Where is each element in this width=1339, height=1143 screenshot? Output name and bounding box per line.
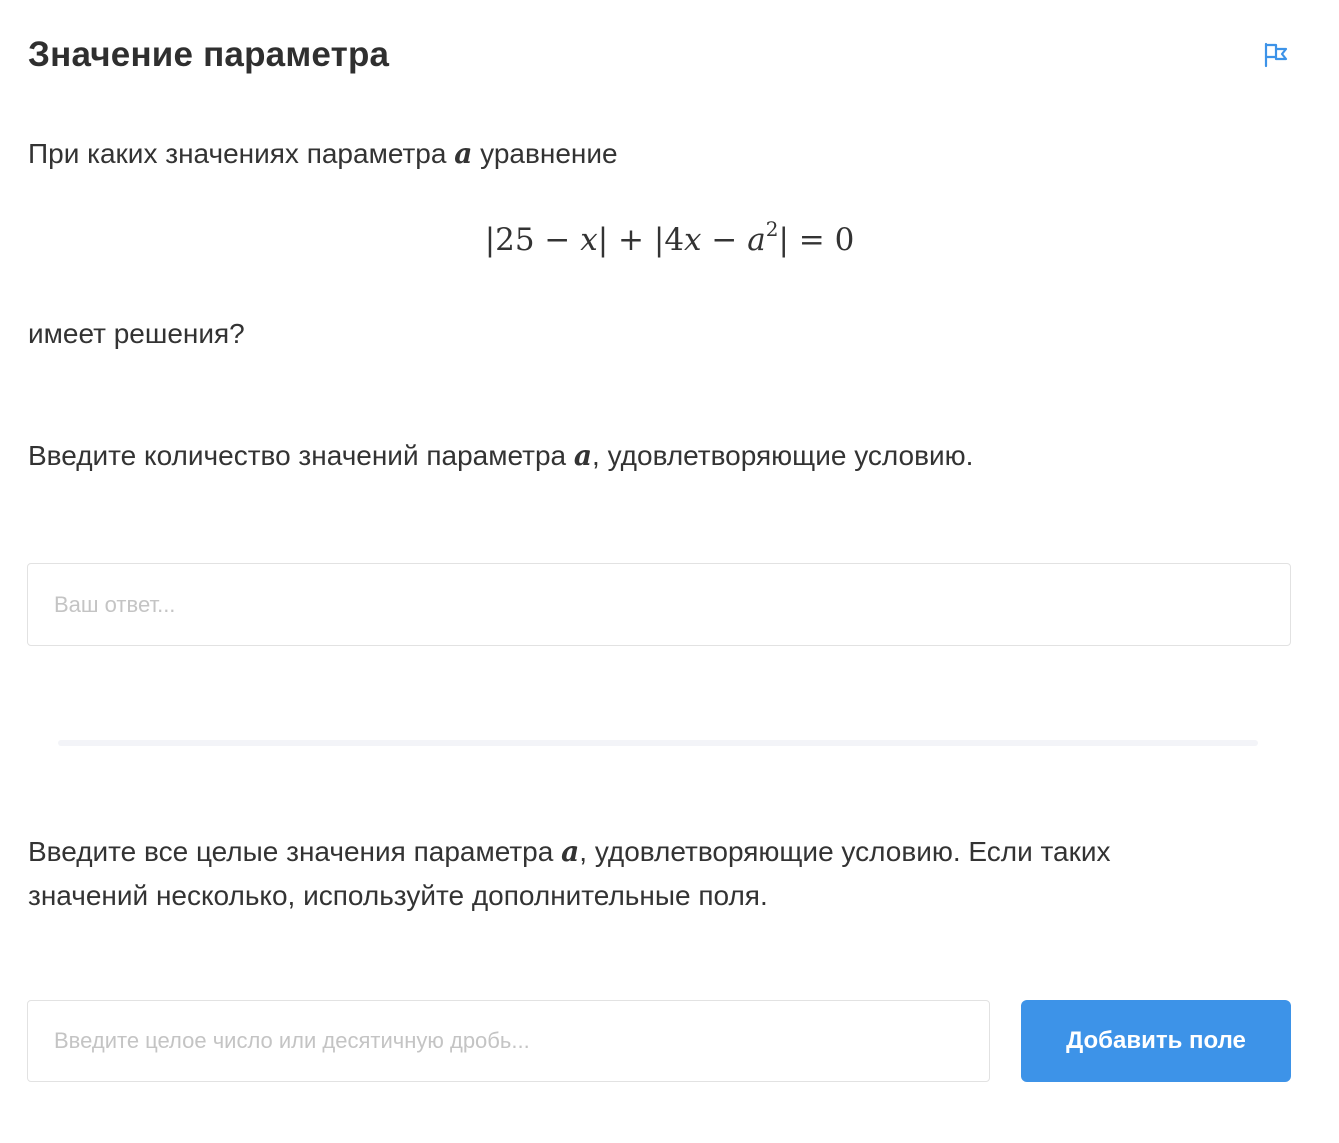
values-prompt-text: Введите все целые значения параметра bbox=[28, 836, 562, 867]
question-intro-text-end: уравнение bbox=[472, 138, 618, 169]
flag-icon bbox=[1263, 42, 1289, 68]
equation-part: | = 0 bbox=[778, 222, 855, 258]
value-answer-input[interactable] bbox=[27, 1000, 990, 1082]
equation-var-a: a bbox=[747, 222, 766, 258]
equation-exponent: 2 bbox=[765, 217, 779, 241]
equation-part: − bbox=[701, 222, 748, 258]
report-flag-button[interactable] bbox=[1261, 40, 1291, 70]
parameter-variable: a bbox=[454, 137, 473, 170]
count-prompt-text-end: , удовлетворяющие условию. bbox=[592, 440, 974, 471]
task-header bbox=[28, 30, 1291, 80]
values-prompt bbox=[28, 830, 1228, 918]
count-answer-input[interactable] bbox=[27, 563, 1291, 646]
equation-part: |25 − bbox=[484, 222, 581, 258]
count-prompt bbox=[28, 434, 973, 478]
equation-var-x: x bbox=[580, 222, 598, 258]
page-title: Значение параметра bbox=[28, 35, 390, 74]
question-outro: имеет решения? bbox=[28, 318, 245, 349]
add-field-button[interactable]: Добавить поле bbox=[1021, 1000, 1291, 1082]
count-prompt-text: Введите количество значений параметра bbox=[28, 440, 574, 471]
equation-var-x: x bbox=[684, 222, 702, 258]
question-intro-text: При каких значениях параметра bbox=[28, 138, 455, 169]
parameter-variable: a bbox=[561, 835, 580, 868]
equation bbox=[0, 217, 1339, 258]
equation-part: | + |4 bbox=[597, 222, 685, 258]
values-prompt-text-end: , удовлетворяющие условию. Если таких значений несколько, используйте дополнительные поля. bbox=[28, 836, 1111, 911]
section-divider bbox=[58, 740, 1258, 746]
question-intro bbox=[28, 132, 618, 176]
parameter-variable: a bbox=[573, 439, 593, 472]
